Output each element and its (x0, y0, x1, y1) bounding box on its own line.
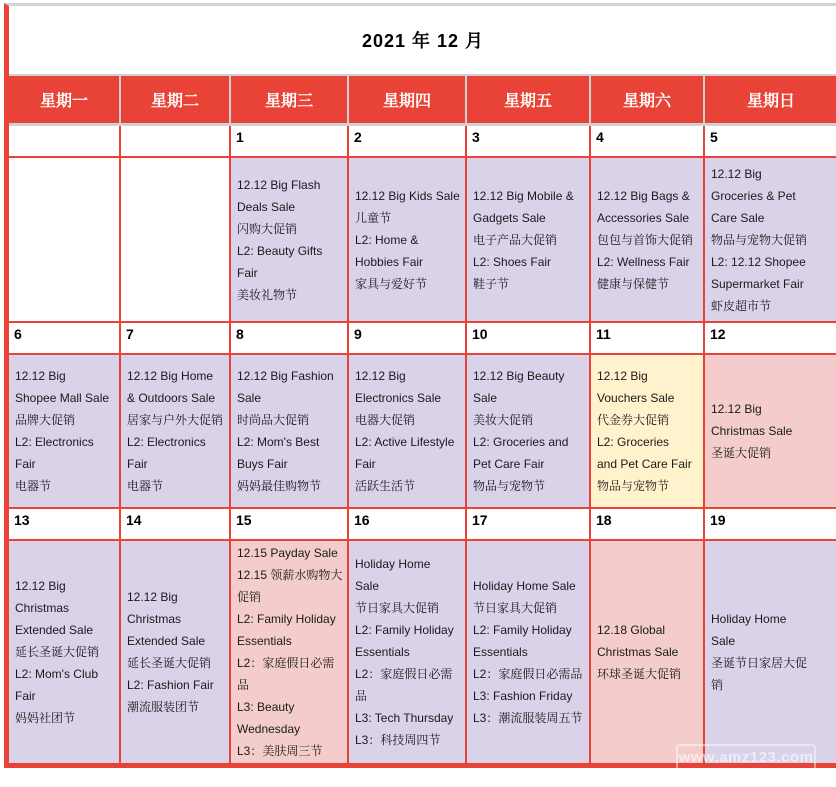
date-cell-3: 3 (467, 126, 591, 158)
event-cell-4 (591, 158, 705, 323)
event-text-line: and Pet Care Fair (597, 457, 692, 471)
event-text-line: 居家与户外大促销 (127, 413, 224, 427)
date-cell-empty (121, 126, 231, 158)
event-text-line: L2: Beauty Gifts (237, 243, 323, 258)
date-cell-empty (9, 126, 121, 158)
event-text-line: Accessories Sale (597, 210, 690, 225)
weekday-header-1: 星期一 (9, 76, 121, 126)
event-text-line: L2: Shoes Fair (473, 254, 552, 269)
week-3-date-row (9, 509, 836, 541)
event-text-line: 物品与宠物节 (473, 479, 546, 493)
event-text-line: L2：家庭假日必需品 (473, 667, 583, 681)
event-text-line: 12.12 Big Bags & (597, 188, 690, 203)
week-2-event-row (9, 355, 836, 509)
event-text-line: 家具与爱好节 (355, 276, 428, 291)
event-text-line: L2: Groceries and (473, 435, 569, 449)
date-cell-13: 13 (9, 509, 121, 541)
event-text-line: Care Sale (711, 210, 765, 225)
event-text-line: 12.15 Payday Sale (237, 546, 338, 560)
event-text-line: Fair (355, 457, 376, 471)
event-text-line: 圣诞大促销 (711, 446, 772, 460)
event-text-line: 促销 (237, 590, 262, 604)
event-text-line: Buys Fair (237, 457, 288, 471)
event-text-line: Christmas Sale (711, 424, 793, 438)
event-text-line: 12.12 Big (15, 369, 66, 383)
event-cell-14 (121, 541, 231, 763)
event-text-line: 鞋子节 (473, 276, 510, 291)
event-text-line: L2: Active Lifestyle (355, 435, 455, 449)
event-text-line: 儿童节 (355, 210, 392, 225)
date-cell-1: 1 (231, 126, 349, 158)
event-text-line: 物品与宠物节 (597, 479, 670, 493)
event-text-line: L3: Beauty (237, 700, 295, 714)
event-cell-1 (231, 158, 349, 323)
date-cell-5: 5 (705, 126, 836, 158)
event-text-line: Christmas Sale (597, 645, 679, 659)
event-text-line: L2：家庭假日必需 (237, 656, 335, 670)
event-text-line: 12.12 Big (355, 369, 406, 383)
date-cell-16: 16 (349, 509, 467, 541)
event-text-line: Fair (15, 457, 36, 471)
date-cell-6: 6 (9, 323, 121, 355)
event-cell-12 (705, 355, 836, 509)
event-text-line: L2: Fashion Fair (127, 678, 214, 692)
event-text-line: Fair (127, 457, 148, 471)
event-cell-empty (9, 158, 121, 323)
event-text-line: L2: Family Holiday (237, 612, 336, 626)
week-1-event-row (9, 158, 836, 323)
event-text-line: 美妆大促销 (473, 413, 534, 427)
date-cell-10: 10 (467, 323, 591, 355)
event-text-line: L2: Electronics (127, 435, 206, 449)
event-text-line: 12.12 Big Home (127, 369, 214, 383)
event-text-line: L2: Family Holiday (355, 623, 454, 637)
event-text-line: 12.12 Big (15, 579, 66, 593)
event-cell-19 (705, 541, 836, 763)
event-cell-5 (705, 158, 836, 323)
date-cell-14: 14 (121, 509, 231, 541)
weekday-header-7: 星期日 (705, 76, 836, 126)
event-cell-2 (349, 158, 467, 323)
week-1-date-row (9, 126, 836, 158)
event-cell-empty (121, 158, 231, 323)
event-text-line: Sale (473, 391, 498, 405)
event-text-line: Wednesday (237, 722, 301, 736)
event-text-line: Fair (15, 689, 36, 703)
event-text-line: 代金券大促销 (597, 413, 670, 427)
event-text-line: 虾皮超市节 (711, 298, 772, 313)
weekday-header-5: 星期五 (467, 76, 591, 126)
event-cell-7 (121, 355, 231, 509)
event-cell-3 (467, 158, 591, 323)
event-text-line: 12.12 Big Flash (237, 177, 321, 192)
date-cell-17: 17 (467, 509, 591, 541)
event-text-line: 电器大促销 (355, 413, 416, 427)
event-text-line: L2: Electronics (15, 435, 94, 449)
calendar-title: 2021 年 12 月 (9, 6, 836, 76)
event-text-line: 闪购大促销 (237, 221, 298, 236)
event-text-line: 12.12 Big (711, 402, 762, 416)
event-cell-6 (9, 355, 121, 509)
event-cell-16 (349, 541, 467, 763)
event-text-line: Hobbies Fair (355, 254, 424, 269)
event-text-line: 节日家具大促销 (473, 601, 558, 615)
event-text-line: 品 (237, 678, 250, 692)
event-text-line: 电器节 (15, 479, 52, 493)
event-cell-8 (231, 355, 349, 509)
event-text-line: 节日家具大促销 (355, 601, 440, 615)
event-text-line: Groceries & Pet (711, 188, 796, 203)
event-text-line: Deals Sale (237, 199, 296, 214)
event-text-line: Sale (711, 634, 736, 648)
event-text-line: 物品与宠物大促销 (711, 232, 808, 247)
event-text-line: Gadgets Sale (473, 210, 546, 225)
event-text-line: 电器节 (127, 479, 164, 493)
event-text-line: L3：潮流服装周五节 (473, 711, 583, 725)
event-cell-17 (467, 541, 591, 763)
event-text-line: Holiday Home (355, 557, 431, 571)
event-text-line: Holiday Home Sale (473, 579, 576, 593)
event-text-line: L3: Tech Thursday (355, 711, 454, 725)
event-text-line: 品 (355, 689, 368, 703)
event-text-line: 时尚品大促销 (237, 413, 310, 427)
event-text-line: L2：家庭假日必需 (355, 667, 453, 681)
event-text-line: 12.18 Global (597, 623, 666, 637)
event-text-line: 电子产品大促销 (473, 232, 558, 247)
event-text-line: L2: Family Holiday (473, 623, 572, 637)
event-text-line: L3：美肤周三节 (237, 744, 323, 758)
event-text-line: 12.12 Big Mobile & (473, 188, 574, 203)
event-text-line: Essentials (473, 645, 528, 659)
event-text-line: Sale (237, 391, 262, 405)
event-cell-11 (591, 355, 705, 509)
date-cell-11: 11 (591, 323, 705, 355)
event-text-line: 12.12 Big Beauty (473, 369, 565, 383)
watermark: www.amz123.com (676, 744, 816, 771)
event-text-line: Extended Sale (15, 623, 94, 637)
event-text-line: 妈妈社团节 (15, 711, 76, 725)
event-text-line: 活跃生活节 (355, 479, 416, 493)
event-cell-9 (349, 355, 467, 509)
event-text-line: Electronics Sale (355, 391, 442, 405)
event-text-line: Holiday Home (711, 612, 787, 626)
event-cell-10 (467, 355, 591, 509)
date-cell-12: 12 (705, 323, 836, 355)
event-cell-13 (9, 541, 121, 763)
date-cell-4: 4 (591, 126, 705, 158)
date-cell-2: 2 (349, 126, 467, 158)
event-text-line: 包包与首饰大促销 (597, 232, 694, 247)
event-text-line: 12.12 Big Kids Sale (355, 188, 460, 203)
december-2021-calendar (4, 3, 836, 768)
event-text-line: Christmas (127, 612, 182, 626)
event-text-line: 12.12 Big (127, 590, 178, 604)
event-text-line: 12.15 领薪水购物大 (237, 568, 343, 582)
event-text-line: L3：科技周四节 (355, 733, 441, 747)
event-text-line: 12.12 Big (711, 166, 762, 181)
weekday-header-3: 星期三 (231, 76, 349, 126)
event-text-line: Supermarket Fair (711, 276, 804, 291)
event-text-line: Pet Care Fair (473, 457, 545, 471)
event-cell-18 (591, 541, 705, 763)
event-text-line: Fair (237, 265, 258, 280)
date-cell-18: 18 (591, 509, 705, 541)
event-cell-15 (231, 541, 349, 763)
event-text-line: L2: Home & (355, 232, 419, 247)
event-text-line: 圣诞节日家居大促 (711, 656, 808, 670)
event-text-line: 妈妈最佳购物节 (237, 479, 322, 493)
date-cell-9: 9 (349, 323, 467, 355)
event-text-line: Extended Sale (127, 634, 206, 648)
weekday-header-row (9, 76, 836, 126)
event-text-line: & Outdoors Sale (127, 391, 216, 405)
event-text-line: 销 (711, 678, 724, 692)
date-cell-7: 7 (121, 323, 231, 355)
weekday-header-2: 星期二 (121, 76, 231, 126)
event-text-line: L2: Mom's Best (237, 435, 320, 449)
week-3-event-row (9, 541, 836, 763)
event-text-line: 健康与保健节 (597, 276, 670, 291)
event-text-line: 品牌大促销 (15, 413, 76, 427)
event-text-line: 延长圣诞大促销 (127, 656, 212, 670)
event-text-line: L2: Mom's Club (15, 667, 98, 681)
event-text-line: Shopee Mall Sale (15, 391, 110, 405)
weekday-header-6: 星期六 (591, 76, 705, 126)
event-text-line: 潮流服装团节 (127, 700, 200, 714)
date-cell-8: 8 (231, 323, 349, 355)
event-text-line: 12.12 Big (597, 369, 648, 383)
week-2-date-row (9, 323, 836, 355)
event-text-line: 美妆礼物节 (237, 287, 298, 302)
calendar-container (4, 3, 836, 768)
event-text-line: L2: 12.12 Shopee (711, 254, 806, 269)
event-text-line: L2: Wellness Fair (597, 254, 690, 269)
weekday-header-4: 星期四 (349, 76, 467, 126)
event-text-line: L2: Groceries (597, 435, 670, 449)
event-text-line: 延长圣诞大促销 (15, 645, 100, 659)
event-text-line: Essentials (237, 634, 292, 648)
event-text-line: 12.12 Big Fashion (237, 369, 334, 383)
date-cell-15: 15 (231, 509, 349, 541)
event-text-line: Vouchers Sale (597, 391, 675, 405)
date-cell-19: 19 (705, 509, 836, 541)
event-text-line: Christmas (15, 601, 70, 615)
event-text-line: Sale (355, 579, 380, 593)
event-text-line: Essentials (355, 645, 410, 659)
event-text-line: L3: Fashion Friday (473, 689, 573, 703)
event-text-line: 环球圣诞大促销 (597, 667, 682, 681)
